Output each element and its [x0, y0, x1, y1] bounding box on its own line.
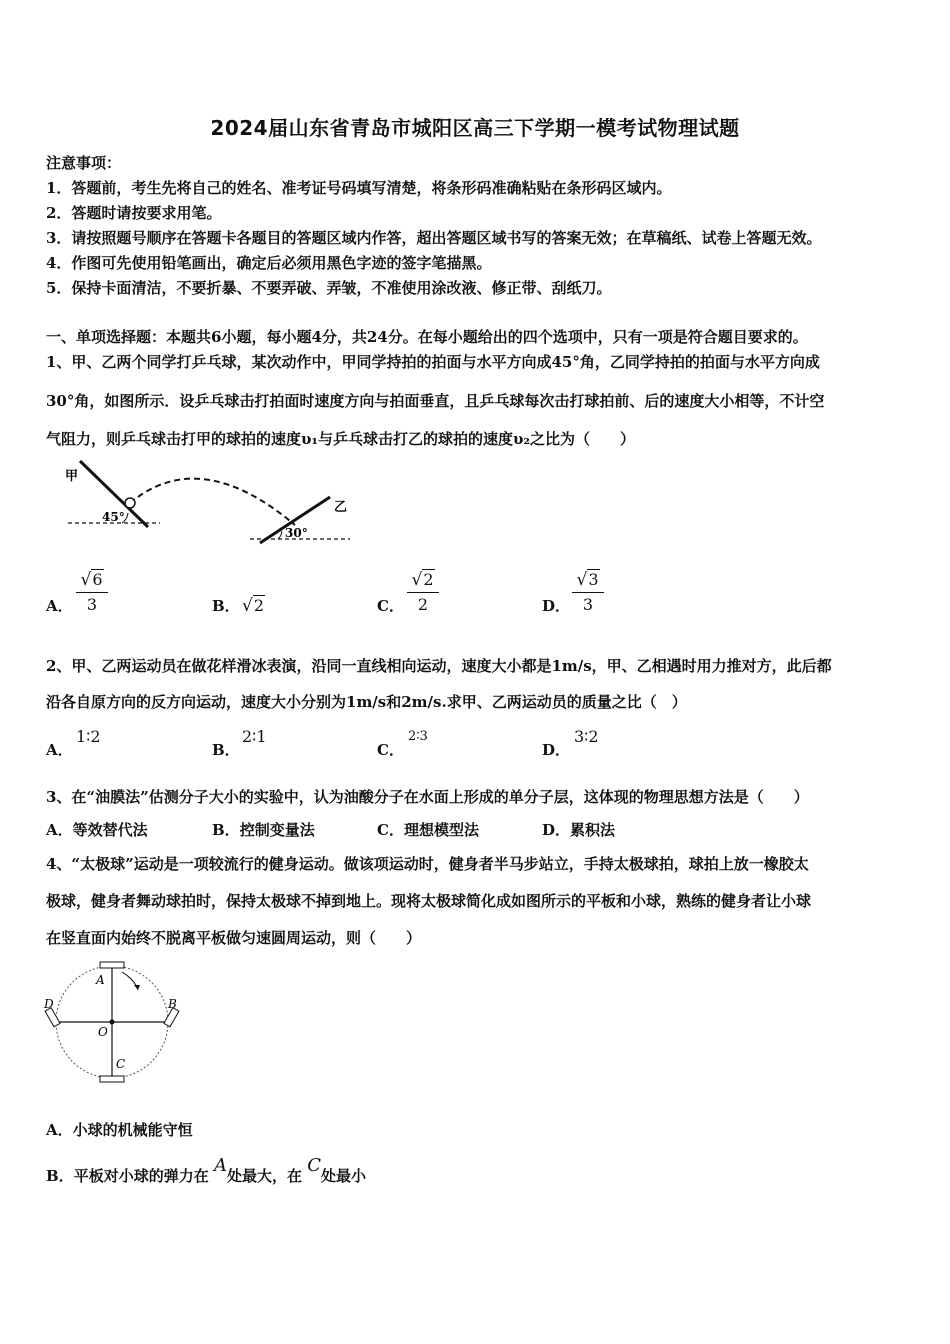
q2-option-c-label: C． [377, 741, 404, 759]
notice-heading: 注意事项： [46, 154, 122, 172]
q2-option-a-value: 1∶2 [76, 727, 101, 746]
q4-option-a: A．小球的机械能守恒 [46, 1121, 193, 1139]
q3-option-b: B．控制变量法 [212, 821, 315, 839]
q4-option-b: B．平板对小球的弹力在 A处最大，在 C处最小 [46, 1155, 366, 1185]
notice-item: 2．答题时请按要求用笔。 [46, 204, 222, 222]
option-b-label: B． [212, 597, 240, 615]
pingpong-figure [60, 455, 360, 550]
notice-item: 5．保持卡面清洁，不要折暴、不要弄破、弄皱，不准使用涂改液、修正带、刮纸刀。 [46, 279, 612, 297]
option-a-label: A． [46, 597, 73, 615]
question-1-line: 30°角，如图所示．设乒乓球击打拍面时速度方向与拍面垂直，且乒乓球每次击打球拍前、后的速度大小相等，不计空 [46, 392, 825, 410]
angle-30-label: 30° [285, 526, 308, 540]
question-2-line: 2、甲、乙两运动员在做花样滑冰表演，沿同一直线相向运动，速度大小都是1m/s，甲、乙相遇时用力推对方，此后都 [46, 657, 832, 675]
label-yi: 乙 [334, 500, 348, 515]
angle-45-label: 45° [102, 510, 125, 524]
question-2-line: 沿各自原方向的反方向运动，速度大小分别为1m/s和2m/s.求甲、乙两运动员的质量之比（ ） [46, 693, 687, 711]
taiji-figure [40, 958, 190, 1086]
q3-option-d: D．累积法 [542, 821, 616, 839]
question-1-line: 1、甲、乙两个同学打乒乓球，某次动作中，甲同学持拍的拍面与水平方向成45°角，乙同学持拍的拍面与水平方向成 [46, 353, 820, 371]
notice-item: 1．答题前，考生先将自己的姓名、准考证号码填写清楚，将条形码准确粘贴在条形码区域内。 [46, 179, 672, 197]
q2-option-d-value: 3∶2 [574, 727, 599, 746]
q3-option-a: A．等效替代法 [46, 821, 148, 839]
point-d-label: D [44, 997, 54, 1011]
label-jia: 甲 [65, 469, 79, 484]
option-d-label: D． [542, 597, 571, 615]
q2-option-b-value: 2∶1 [242, 727, 267, 746]
question-4-line: 在竖直面内始终不脱离平板做匀速圆周运动，则（ ） [46, 929, 422, 947]
option-c-label: C． [377, 597, 404, 615]
q2-option-a-label: A． [46, 741, 73, 759]
question-4-line: 极球，健身者舞动球拍时，保持太极球不掉到地上。现将太极球简化成如图所示的平板和小球，熟练的健身者让小球 [46, 892, 812, 910]
notice-item: 4．作图可先使用铅笔画出，确定后必须用黑色字迹的签字笔描黑。 [46, 254, 492, 272]
point-o-label: O [98, 1025, 108, 1039]
point-b-label: B [168, 997, 177, 1011]
q2-option-c-value: 2∶3 [408, 729, 428, 744]
q2-option-d-label: D． [542, 741, 571, 759]
point-c-label: C [116, 1057, 126, 1071]
option-a-fraction: √6 3 [76, 570, 108, 615]
q3-option-c: C．理想模型法 [377, 821, 479, 839]
option-b-value: √2 [242, 596, 265, 616]
notice-item: 3．请按照题号顺序在答题卡各题目的答题区域内作答，超出答题区域书写的答案无效；在草稿纸、试卷上答题无效。 [46, 229, 822, 247]
question-4-line: 4、“太极球”运动是一项较流行的健身运动。做该项运动时，健身者半马步站立，手持太极球拍，球拍上放一橡胶太 [46, 855, 809, 873]
q2-option-b-label: B． [212, 741, 240, 759]
page-title: 2024届山东省青岛市城阳区高三下学期一模考试物理试题 [210, 116, 740, 140]
section-heading: 一、单项选择题：本题共6小题，每小题4分，共24分。在每小题给出的四个选项中，只有一项是符合题目要求的。 [46, 328, 808, 346]
question-3-line: 3、在“油膜法”估测分子大小的实验中，认为油酸分子在水面上形成的单分子层，这体现的物理思想方法是（ ） [46, 788, 809, 806]
question-1-line: 气阻力，则乒乓球击打甲的球拍的速度υ₁与乒乓球击打乙的球拍的速度υ₂之比为（ ） [46, 430, 635, 448]
option-c-fraction: √2 2 [407, 570, 439, 615]
option-d-fraction: √3 3 [572, 570, 604, 615]
point-a-label: A [96, 973, 105, 987]
